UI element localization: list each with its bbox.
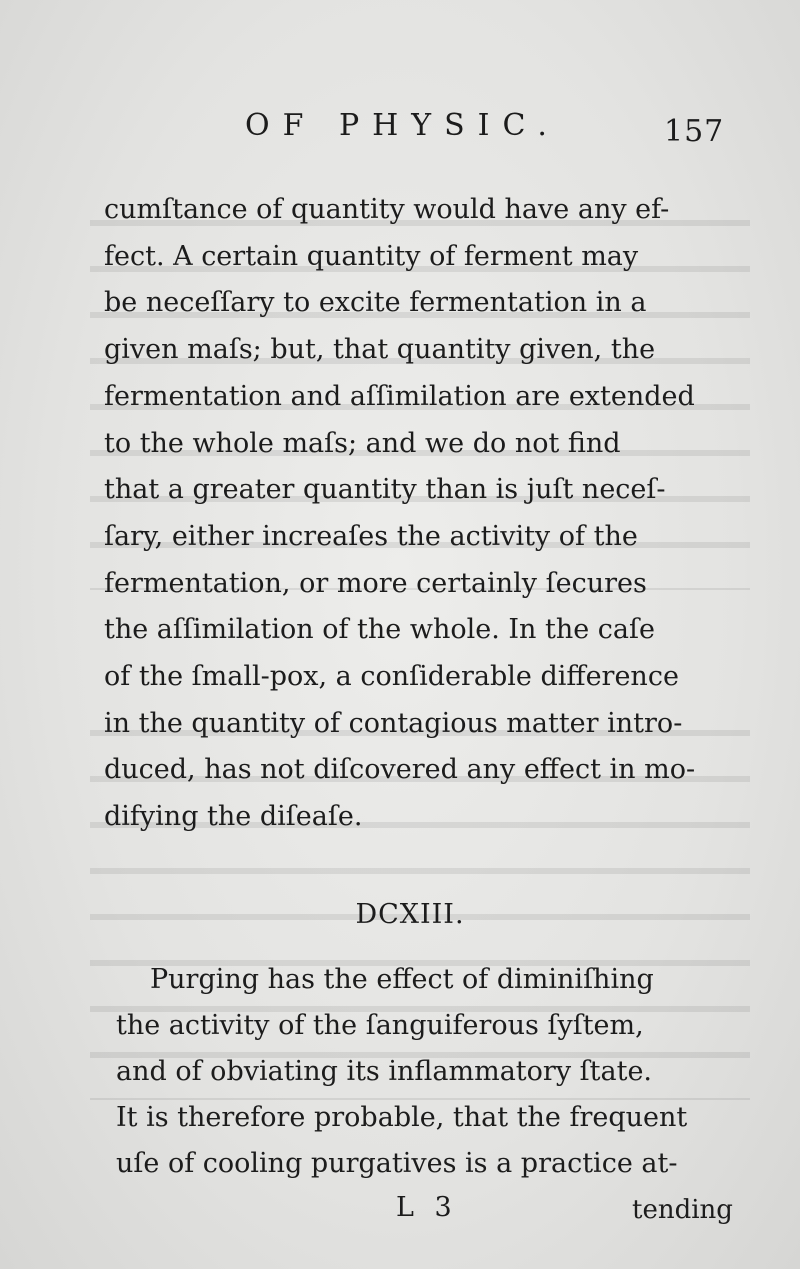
text-line: cumſtance of quantity would have any ef- xyxy=(104,194,670,225)
text-line: and of obviating its inflammatory ſtate. xyxy=(116,1056,653,1087)
text-line: duced, has not diſcovered any effect in mo- xyxy=(104,754,696,785)
text-line: fermentation, or more certainly ſecures xyxy=(104,568,647,599)
text-line: uſe of cooling purgatives is a practice at- xyxy=(116,1148,678,1179)
text-line: that a greater quantity than is juſt neceſ- xyxy=(104,474,666,505)
text-line: fermentation and aſſimilation are extended xyxy=(104,381,695,412)
text-line: fect. A certain quantity of ferment may xyxy=(104,241,639,272)
text-line: the activity of the ſanguiferous ſyſtem, xyxy=(116,1010,644,1041)
text-line: difying the diſeaſe. xyxy=(104,801,363,832)
text-line: ſary, either increaſes the activity of the xyxy=(104,521,638,552)
text-line: the aſſimilation of the whole. In the caſe xyxy=(104,614,655,645)
text-line: Purging has the effect of diminiſhing xyxy=(150,964,654,995)
running-title: OF PHYSIC. xyxy=(245,108,560,143)
page-number: 157 xyxy=(664,114,725,149)
signature-mark: L 3 xyxy=(396,1192,458,1223)
text-line: It is therefore probable, that the frequent xyxy=(116,1102,688,1133)
section-number: DCXIII. xyxy=(355,899,465,930)
text-line: given maſs; but, that quantity given, the xyxy=(104,334,656,365)
catchword: tending xyxy=(632,1195,733,1225)
running-head xyxy=(0,104,800,148)
text-line: be neceſſary to excite fermentation in a xyxy=(104,287,647,318)
text-line: of the ſmall-pox, a conſiderable difference xyxy=(104,661,679,692)
text-line: to the whole maſs; and we do not find xyxy=(104,428,621,459)
text-line: in the quantity of contagious matter intro- xyxy=(104,708,683,739)
